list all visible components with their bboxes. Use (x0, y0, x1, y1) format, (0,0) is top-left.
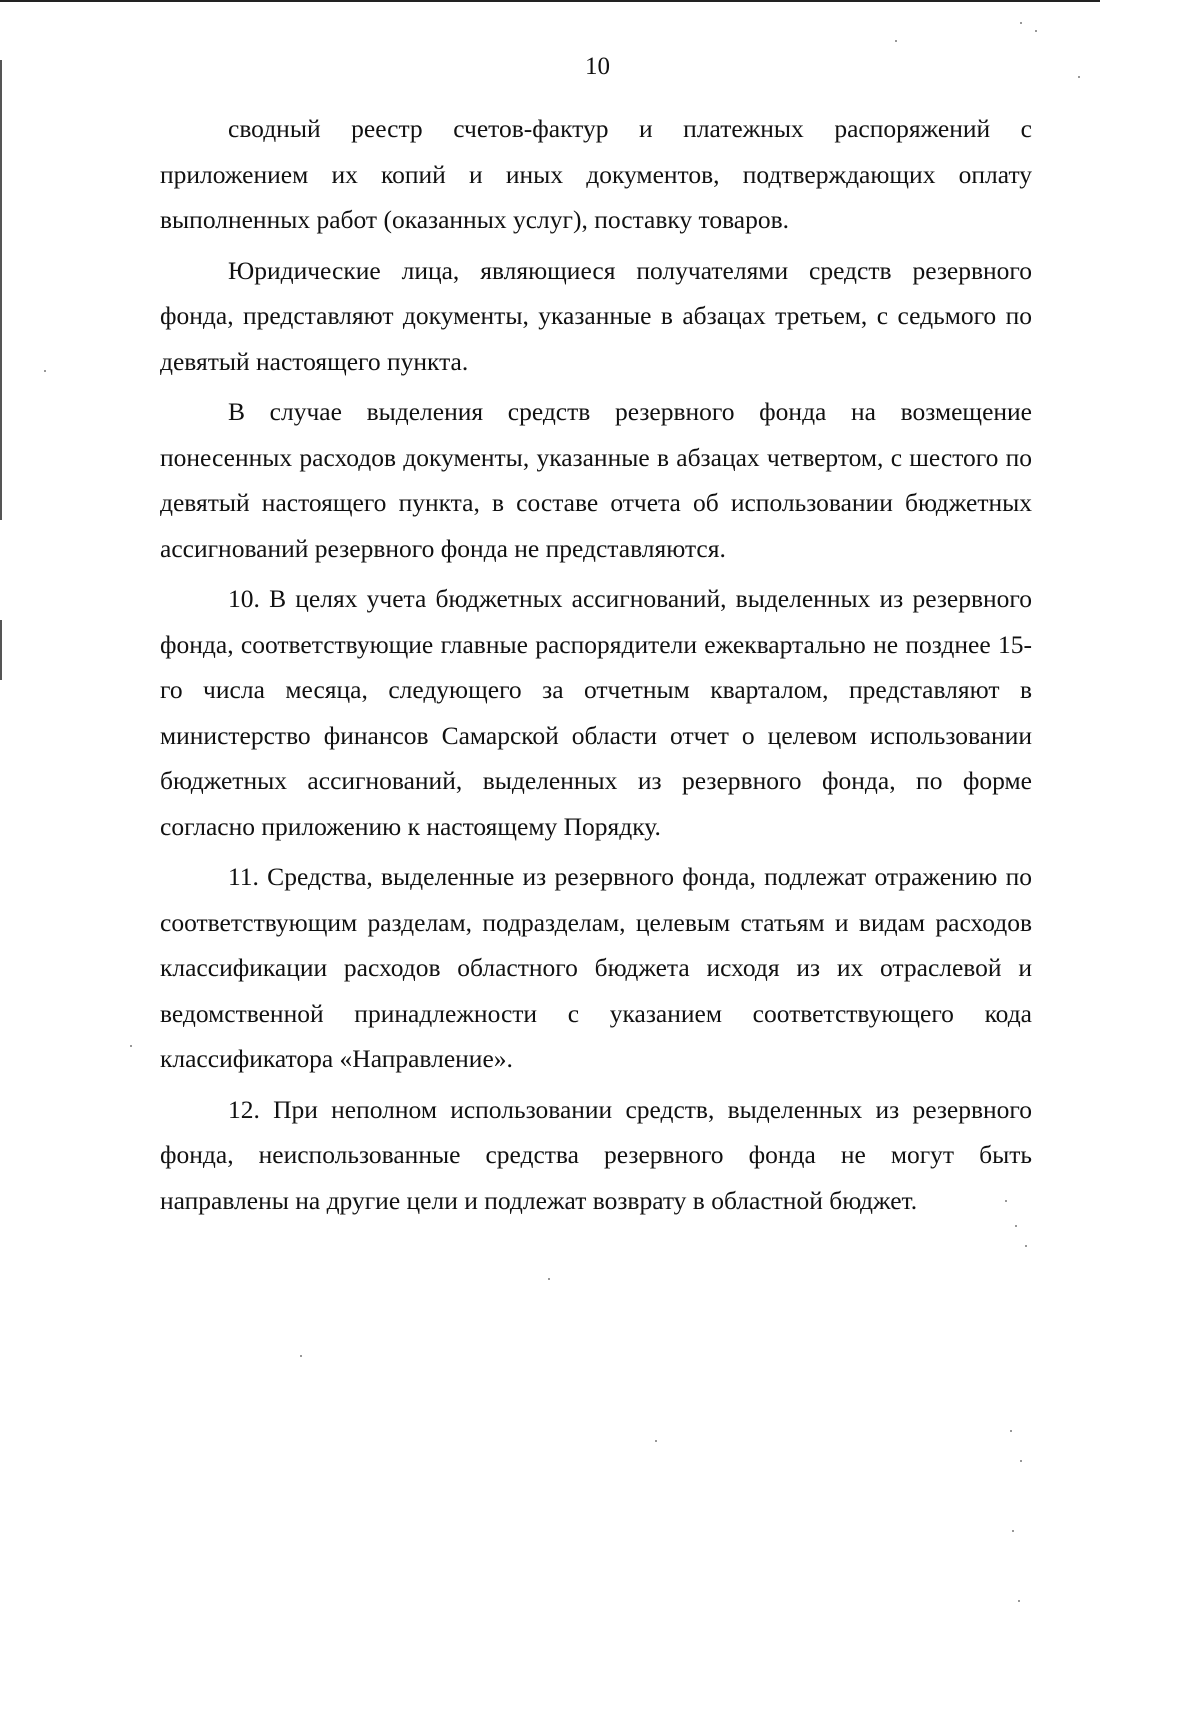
scan-speck (548, 1278, 550, 1280)
scan-speck (1078, 76, 1080, 78)
scan-speck (1012, 1530, 1014, 1532)
scan-speck (1010, 1430, 1012, 1432)
paragraph-legal-entities: Юридические лица, являющиеся получателями средств резервного фонда, представляют документы, указанные в абзацах третьем, с седьмого по девятый настоящего пункта. (160, 255, 1032, 376)
scan-speck (1020, 1460, 1022, 1462)
scan-speck (1018, 1600, 1020, 1602)
top-border-line (0, 0, 1100, 2)
scan-speck (1005, 1200, 1007, 1202)
left-scan-edge (0, 620, 2, 680)
paragraph-item-10: 10. В целях учета бюджетных ассигнований, выделенных из резервного фонда, соответствующие главные распорядители ежеквартально не позднее 15-го числа месяца, следующего за отчетным кварталом, представляют в министерство финансов Самарской области отчет о целевом использовании бюджетных ассигнований, выделенных из резервного фонда, по форме согласно приложению к настоящему Порядку. (160, 584, 1032, 841)
scan-speck (1015, 1225, 1017, 1227)
scan-speck (44, 370, 46, 372)
paragraph-item-11: 11. Средства, выделенные из резервного фонда, подлежат отражению по соответствующим разделам, подразделам, целевым статьям и видам расходов классификации расходов областного бюджета исходя из их отраслевой и ведомственной принадлежности с указанием соответствующего кода классификатора «Направление». (160, 862, 1032, 1073)
paragraph-registry-continuation: сводный реестр счетов-фактур и платежных распоряжений с приложением их копий и иных документов, подтверждающих оплату выполненных работ (оказанных услуг), поставку товаров. (160, 114, 1032, 234)
left-scan-edge (0, 60, 2, 520)
paragraph-expense-reimbursement: В случае выделения средств резервного фонда на возмещение понесенных расходов документы, указанные в абзацах четвертом, с шестого по девятый настоящего пункта, в составе отчета об использовании бюджетных ассигнований резервного фонда не представляются. (160, 397, 1032, 563)
scan-speck (895, 40, 897, 42)
scan-speck (130, 1045, 132, 1047)
scan-speck (300, 1355, 302, 1357)
scan-speck (1025, 1245, 1027, 1247)
document-body (160, 106, 1032, 1228)
scan-speck (1020, 22, 1022, 24)
page-number: 10 (585, 53, 610, 80)
scan-speck (655, 1440, 657, 1442)
scan-speck (1035, 30, 1037, 32)
paragraph-item-12: 12. При неполном использовании средств, выделенных из резервного фонда, неиспользованные средства резервного фонда не могут быть направлены на другие цели и подлежат возврату в областной бюджет. (160, 1094, 1032, 1215)
